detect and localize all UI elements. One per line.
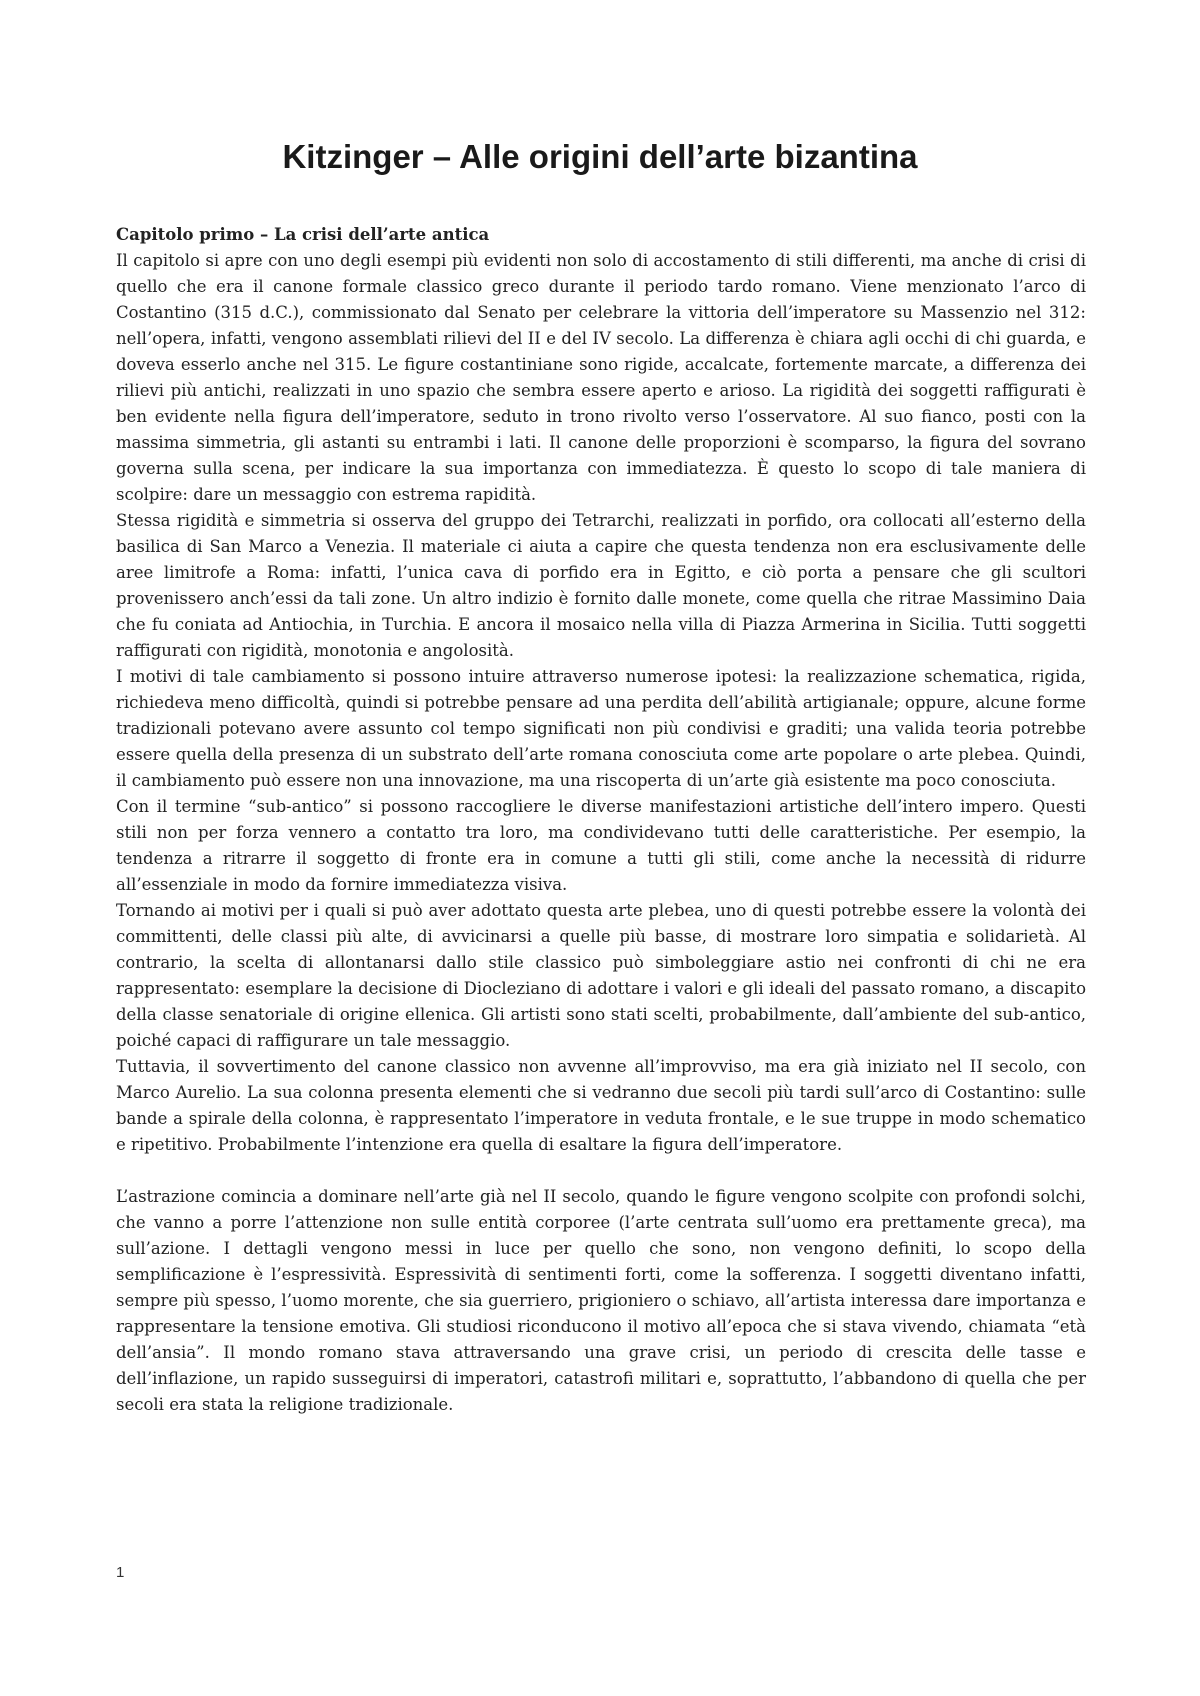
paragraph-1: Il capitolo si apre con uno degli esempi più evidenti non solo di accostamento di stili differenti, ma anche di crisi di quello che era il canone formale classico greco durante il periodo tardo romano. Viene menzionato l’arco di Costantino (315 d.C.), commissionato dal Senato per celebrare la vittoria dell’imperatore su Massenzio nel 312: nell’opera, infatti, vengono assemblati rilievi del II e del IV secolo. La differenza è chiara agli occhi di chi guarda, e doveva esserlo anche nel 315. Le figure costantiniane sono rigide, accalcate, fortemente marcate, a differenza dei rilievi più antichi, realizzati in uno spazio che sembra essere aperto e arioso. La rigidità dei soggetti raffigurati è ben evidente nella figura dell’imperatore, seduto in trono rivolto verso l’osservatore. Al suo fianco, posti con la massima simmetria, gli astanti su entrambi i lati. Il canone delle proporzioni è scomparso, la figura del sovrano governa sulla scena, per indicare la sua importanza con immediatezza. È questo lo scopo di tale maniera di scolpire: dare un messaggio con estrema rapidità. bbox=[116, 251, 1086, 504]
chapter-heading: Capitolo primo – La crisi dell’arte antica bbox=[116, 225, 490, 244]
paragraph-7: L’astrazione comincia a dominare nell’arte già nel II secolo, quando le figure vengono scolpite con profondi solchi, che vanno a porre l’attenzione non sulle entità corporee (l’arte centrata sull’uomo era prettamente greca), ma sull’azione. I dettagli vengono messi in luce per quello che sono, non vengono definiti, lo scopo della semplificazione è l’espressività. Espressività di sentimenti forti, come la sofferenza. I soggetti diventano infatti, sempre più spesso, l’uomo morente, che sia guerriero, prigioniero o schiavo, all’artista interessa dare importanza e rappresentare la tensione emotiva. Gli studiosi riconducono il motivo all’epoca che si stava vivendo, chiamata “età dell’ansia”. Il mondo romano stava attraversando una grave crisi, un periodo di crescita delle tasse e dell’inflazione, un rapido susseguirsi di imperatori, catastrofi militari e, soprattutto, l’abbandono di quella che per secoli era stata la religione tradizionale. bbox=[116, 1187, 1086, 1414]
page-number: 1 bbox=[116, 1564, 125, 1581]
paragraph-3: I motivi di tale cambiamento si possono intuire attraverso numerose ipotesi: la realizzazione schematica, rigida, richiedeva meno difficoltà, quindi si potrebbe pensare ad una perdita dell’abilità artigianale; oppure, alcune forme tradizionali potevano avere assunto col tempo significati non più condivisi e graditi; una valida teoria potrebbe essere quella della presenza di un substrato dell’arte romana conosciuta come arte popolare o arte plebea. Quindi, il cambiamento può essere non una innovazione, ma una riscoperta di un’arte già esistente ma poco conosciuta. bbox=[116, 667, 1086, 790]
paragraph-2: Stessa rigidità e simmetria si osserva del gruppo dei Tetrarchi, realizzati in porfido, ora collocati all’esterno della basilica di San Marco a Venezia. Il materiale ci aiuta a capire che questa tendenza non era esclusivamente delle aree limitrofe a Roma: infatti, l’unica cava di porfido era in Egitto, e ciò porta a pensare che gli scultori provenissero anch’essi da tali zone. Un altro indizio è fornito dalle monete, come quella che ritrae Massimino Daia che fu coniata ad Antiochia, in Turchia. E ancora il mosaico nella villa di Piazza Armerina in Sicilia. Tutti soggetti raffigurati con rigidità, monotonia e angolosità. bbox=[116, 511, 1086, 660]
document-title: Kitzinger – Alle origini dell’arte bizantina bbox=[282, 138, 918, 175]
paragraph-6: Tuttavia, il sovvertimento del canone classico non avvenne all’improvviso, ma era già iniziato nel II secolo, con Marco Aurelio. La sua colonna presenta elementi che si vedranno due secoli più tardi sull’arco di Costantino: sulle bande a spirale della colonna, è rappresentato l’imperatore in veduta frontale, e le sue truppe in modo schematico e ripetitivo. Probabilmente l’intenzione era quella di esaltare la figura dell’imperatore. bbox=[116, 1057, 1086, 1154]
document-body bbox=[116, 222, 1086, 1418]
paragraph-4: Con il termine “sub-antico” si possono raccogliere le diverse manifestazioni artistiche dell’intero impero. Questi stili non per forza vennero a contatto tra loro, ma condividevano tutti delle caratteristiche. Per esempio, la tendenza a ritrarre il soggetto di fronte era in comune a tutti gli stili, come anche la necessità di ridurre all’essenziale in modo da fornire immediatezza visiva. bbox=[116, 797, 1086, 894]
paragraph-5: Tornando ai motivi per i quali si può aver adottato questa arte plebea, uno di questi potrebbe essere la volontà dei committenti, delle classi più alte, di avvicinarsi a quelle più basse, di mostrare loro simpatia e solidarietà. Al contrario, la scelta di allontanarsi dallo stile classico può simboleggiare astio nei confronti di chi ne era rappresentato: esemplare la decisione di Diocleziano di adottare i valori e gli ideali del passato romano, a discapito della classe senatoriale di origine ellenica. Gli artisti sono stati scelti, probabilmente, dall’ambiente del sub-antico, poiché capaci di raffigurare un tale messaggio. bbox=[116, 901, 1086, 1050]
